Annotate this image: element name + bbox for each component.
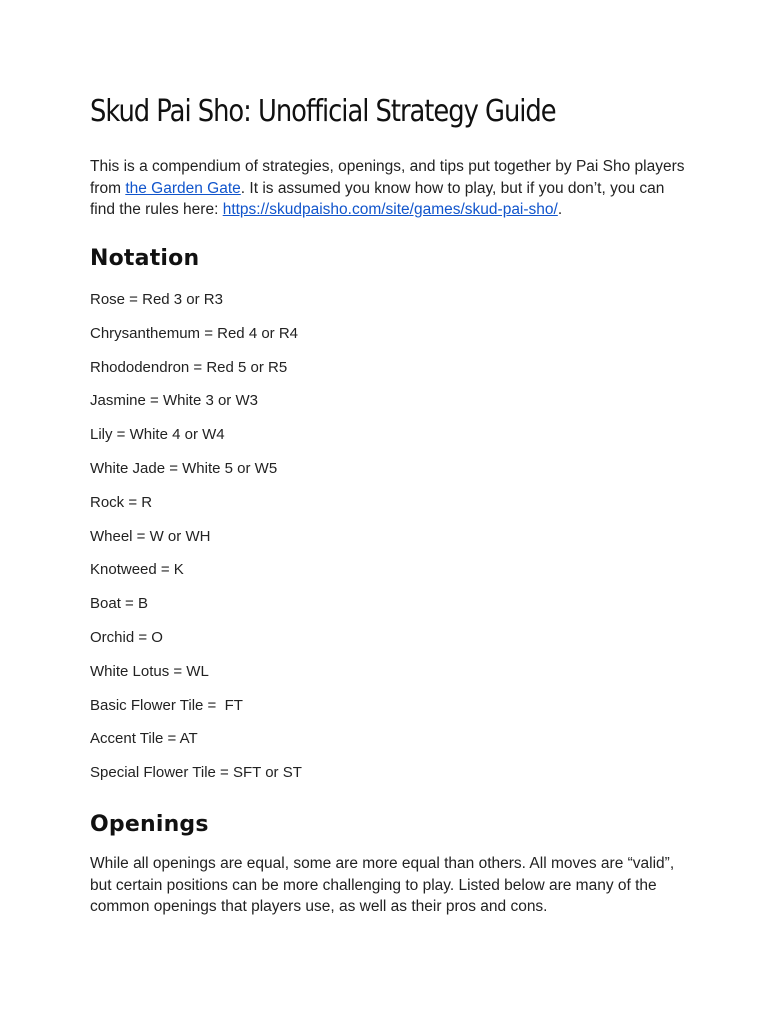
notation-item-accent-tile: Accent Tile = AT bbox=[90, 730, 198, 748]
intro-paragraph bbox=[90, 156, 690, 221]
notation-item-white-lotus: White Lotus = WL bbox=[90, 662, 209, 680]
notation-item-basic-flower-tile: Basic Flower Tile = FT bbox=[90, 696, 243, 714]
notation-item-rhododendron: Rhododendron = Red 5 or R5 bbox=[90, 358, 288, 376]
intro-text-3: . bbox=[557, 201, 563, 218]
notation-item-knotweed: Knotweed = K bbox=[90, 561, 184, 579]
notation-item-chrysanthemum: Chrysanthemum = Red 4 or R4 bbox=[90, 324, 299, 342]
notation-item-wheel: Wheel = W or WH bbox=[90, 527, 211, 545]
notation-item-rock: Rock = R bbox=[90, 493, 153, 511]
notation-item-special-flower-tile: Special Flower Tile = SFT or ST bbox=[90, 764, 302, 782]
notation-item-orchid: Orchid = O bbox=[90, 628, 163, 646]
intro-text-2: . It is assumed you know how to play, but if you don’t, you can find the rules here: bbox=[90, 179, 665, 218]
openings-paragraph: While all openings are equal, some are more equal than others. All moves are “valid”, but certain positions can be more challenging to play. Listed below are many of the common openings that players use, as well as their pros and cons. bbox=[90, 855, 675, 915]
notation-item-lily: Lily = White 4 or W4 bbox=[90, 426, 225, 444]
notation-list bbox=[90, 290, 302, 797]
notation-heading: Notation bbox=[90, 246, 200, 271]
notation-item-white-jade: White Jade = White 5 or W5 bbox=[90, 459, 278, 477]
page-title: Skud Pai Sho: Unofficial Strategy Guide bbox=[90, 94, 556, 129]
notation-item-jasmine: Jasmine = White 3 or W3 bbox=[90, 392, 258, 410]
garden-gate-link[interactable]: the Garden Gate bbox=[125, 179, 241, 197]
intro-text-1: This is a compendium of strategies, openings, and tips put together by Pai Sho players from bbox=[90, 158, 685, 197]
notation-item-boat: Boat = B bbox=[90, 595, 148, 613]
rules-link[interactable]: https://skudpaisho.com/site/games/skud-pai-sho/ bbox=[222, 201, 558, 218]
openings-heading: Openings bbox=[90, 812, 209, 837]
notation-item-rose: Rose = Red 3 or R3 bbox=[90, 291, 223, 308]
